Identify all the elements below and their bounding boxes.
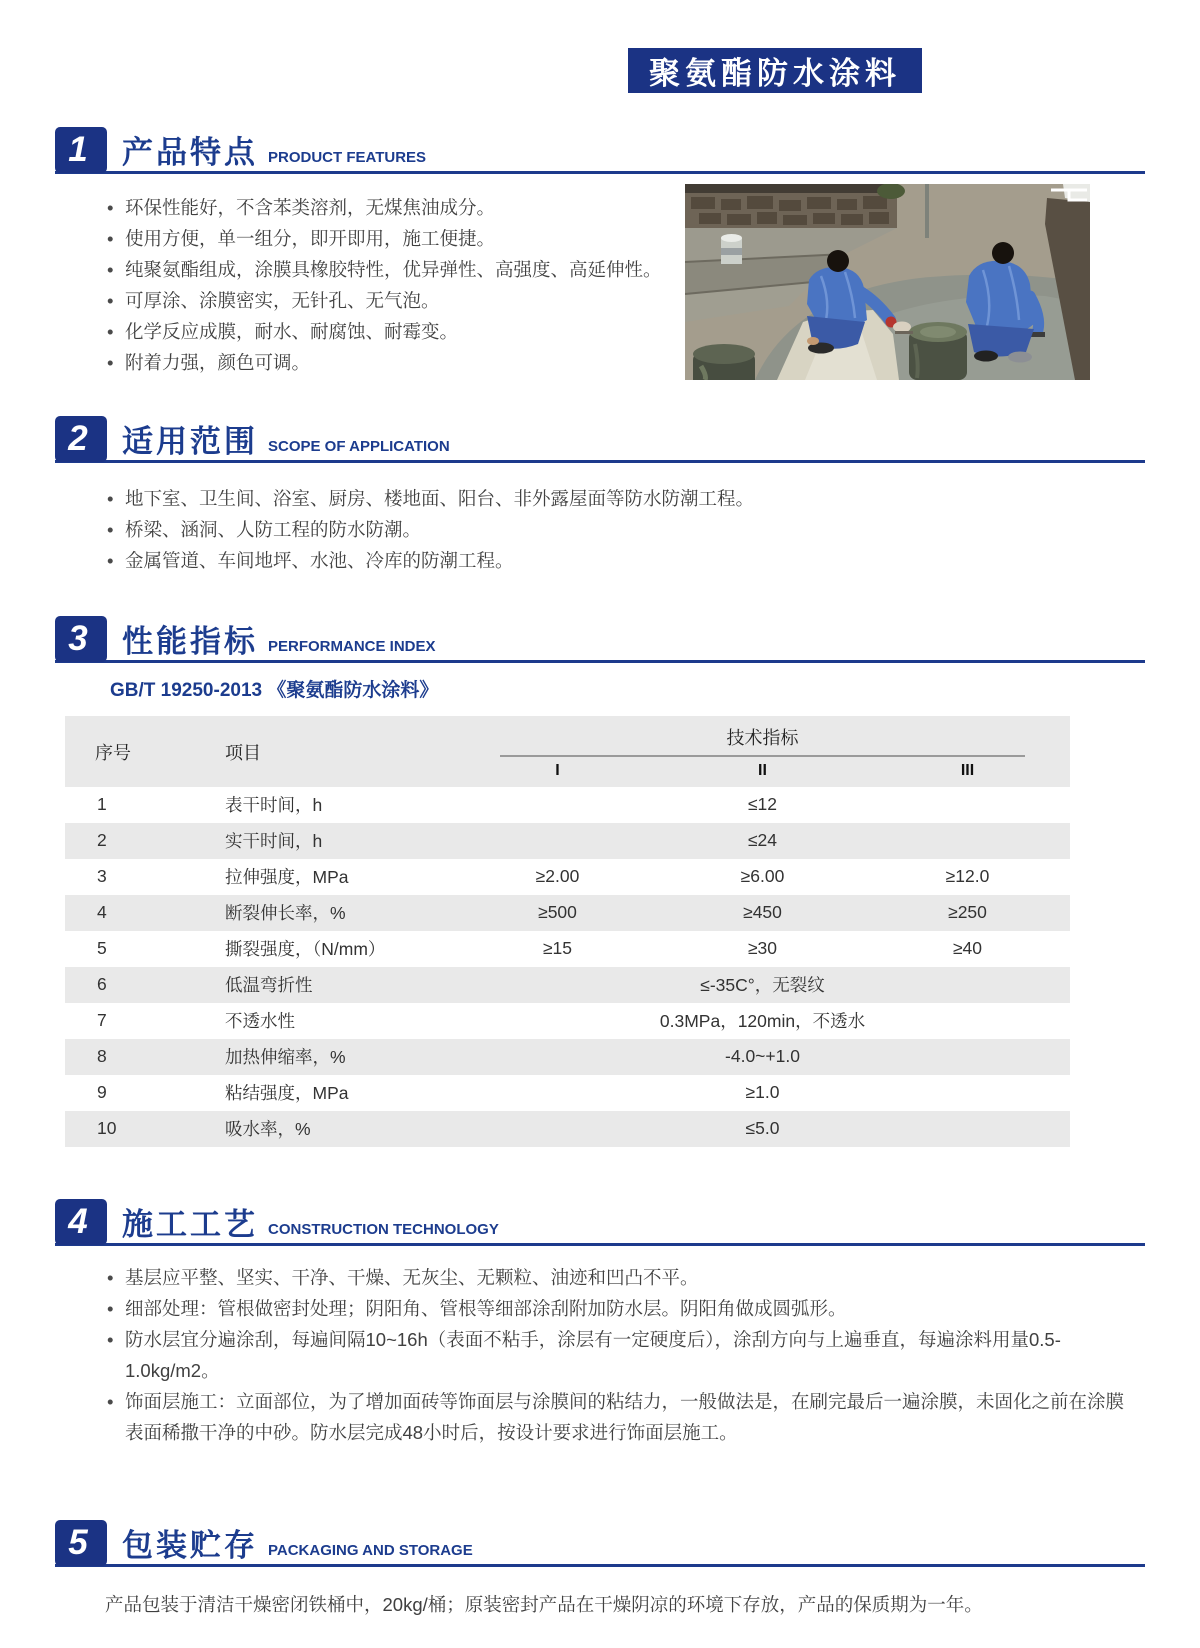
bullet-item: • 环保性能好，不含苯类溶剂，无煤焦油成分。	[105, 192, 685, 223]
table-row	[65, 895, 1070, 931]
table-cell: ≥2.00	[535, 866, 580, 886]
bullet-item: • 细部处理：管根做密封处理；阴阳角、管根等细部涂刮附加防水层。阴阳角做成圆弧形。	[105, 1293, 1130, 1324]
table-cell: 10	[97, 1118, 117, 1138]
coating-barrel-icon	[909, 322, 967, 380]
column-group-header	[455, 716, 1070, 757]
section-product-features	[0, 127, 1200, 380]
section-header	[55, 1199, 1145, 1246]
performance-table-body	[65, 787, 1070, 1147]
section-number-badge: 4	[55, 1199, 107, 1245]
table-cell: ≥12.0	[945, 866, 990, 886]
bullet-item: • 使用方便，单一组分，即开即用，施工便捷。	[105, 223, 685, 254]
table-cell: 8	[97, 1046, 107, 1066]
section-number-badge: 1	[55, 127, 107, 173]
packaging-storage-text: 产品包装于清洁干燥密闭铁桶中，20kg/桶；原装密封产品在干燥阴凉的环境下存放，产品的保质期为一年。	[105, 1594, 983, 1615]
table-cell: ≥500	[538, 902, 577, 922]
section-title: 性能指标	[122, 624, 258, 659]
construction-site-photo	[685, 184, 1090, 380]
table-cell: 撕裂强度，（N/mm）	[225, 939, 386, 959]
table-cell: 1	[97, 794, 107, 814]
table-cell: 3	[97, 866, 107, 886]
table-row	[65, 823, 1070, 859]
table-cell: 实干时间，h	[225, 831, 323, 851]
table-cell: ≥15	[542, 938, 573, 958]
section-number-badge: 3	[55, 616, 107, 662]
bullet-item: • 可厚涂、涂膜密实，无针孔、无气泡。	[105, 285, 685, 316]
section-subtitle-en: PACKAGING AND STORAGE	[268, 1542, 473, 1559]
table-row	[65, 787, 1070, 823]
bullet-item: • 化学反应成膜，耐水、耐腐蚀、耐霉变。	[105, 316, 685, 347]
bullet-item: • 饰面层施工：立面部位，为了增加面砖等饰面层与涂膜间的粘结力，一般做法是，在刷完最后一遍涂膜，未固化之前在涂膜表面稀撒干净的中砂。防水层完成48小时后，按设计要求进行饰面层施工。	[105, 1386, 1130, 1448]
table-row	[65, 1111, 1070, 1147]
table-row	[65, 1003, 1070, 1039]
standard-reference: GB/T 19250-2013 《聚氨酯防水涂料》	[110, 680, 439, 701]
section-performance-index	[0, 616, 1200, 1147]
section-title: 施工工艺	[122, 1207, 258, 1242]
bullet-item: • 金属管道、车间地坪、水池、冷库的防潮工程。	[105, 545, 1090, 576]
bullet-item: • 纯聚氨酯组成，涂膜具橡胶特性，优异弹性、高强度、高延伸性。	[105, 254, 685, 285]
table-cell: 5	[97, 938, 107, 958]
bullet-item: • 防水层宜分遍涂刮，每遍间隔10~16h（表面不粘手，涂层有一定硬度后），涂刮方向与上遍垂直，每遍涂料用量0.5-1.0kg/m2。	[105, 1324, 1130, 1386]
table-cell: 吸水率，%	[225, 1119, 311, 1139]
table-row	[65, 1039, 1070, 1075]
group-header-label: 技术指标	[726, 728, 799, 748]
table-cell: 拉伸强度，MPa	[225, 867, 349, 887]
table-cell: ≤24	[747, 830, 778, 850]
section-number-badge: 5	[55, 1520, 107, 1566]
coating-barrel-icon	[693, 344, 755, 380]
table-cell: 低温弯折性	[225, 975, 313, 995]
bullet-item: • 地下室、卫生间、浴室、厨房、楼地面、阳台、非外露屋面等防水防潮工程。	[105, 483, 1090, 514]
grade-header-1: I	[455, 757, 660, 787]
section-number-badge: 2	[55, 416, 107, 462]
table-cell: ≤12	[747, 794, 778, 814]
table-cell: ≥30	[747, 938, 778, 958]
table-header-row	[65, 716, 1070, 757]
table-row	[65, 1075, 1070, 1111]
table-cell: 断裂伸长率，%	[225, 903, 346, 923]
construction-bullet-list	[105, 1262, 1130, 1448]
table-cell: 表干时间，h	[225, 795, 323, 815]
section-subtitle-en: SCOPE OF APPLICATION	[268, 438, 450, 455]
table-cell: ≥40	[952, 938, 983, 958]
section-subtitle-en: CONSTRUCTION TECHNOLOGY	[268, 1221, 499, 1238]
section-header	[55, 616, 1145, 663]
table-cell: 加热伸缩率，%	[225, 1047, 346, 1067]
table-cell: ≤5.0	[745, 1118, 780, 1138]
table-cell: ≥6.00	[740, 866, 785, 886]
bullet-item: • 附着力强，颜色可调。	[105, 347, 685, 378]
section-title: 包装贮存	[122, 1528, 258, 1563]
performance-table	[65, 716, 1070, 1147]
section-title: 适用范围	[122, 424, 258, 459]
table-cell: ≥250	[948, 902, 987, 922]
section-construction-technology	[0, 1199, 1200, 1448]
table-cell: 6	[97, 974, 107, 994]
table-row	[65, 967, 1070, 1003]
table-cell: ≤-35C°，无裂纹	[700, 975, 825, 995]
bullet-item: • 基层应平整、坚实、干净、干燥、无灰尘、无颗粒、油迹和凹凸不平。	[105, 1262, 1130, 1293]
section-subtitle-en: PERFORMANCE INDEX	[268, 638, 436, 655]
section-subtitle-en: PRODUCT FEATURES	[268, 149, 427, 166]
table-cell: -4.0~+1.0	[725, 1046, 800, 1066]
page-title: 聚氨酯防水涂料	[628, 48, 922, 93]
column-header-no: 序号	[65, 716, 195, 787]
section-title: 产品特点	[122, 135, 258, 170]
column-header-item: 项目	[195, 716, 455, 787]
bullet-item: • 桥梁、涵洞、人防工程的防水防潮。	[105, 514, 1090, 545]
table-cell: ≥1.0	[745, 1082, 780, 1102]
table-cell: 4	[97, 902, 107, 922]
table-row	[65, 859, 1070, 895]
table-cell: ≥450	[743, 902, 782, 922]
table-cell: 不透水性	[225, 1011, 295, 1031]
section-packaging-storage	[0, 1520, 1200, 1620]
table-cell: 2	[97, 830, 107, 850]
section-scope-of-application	[0, 416, 1200, 576]
table-cell: 9	[97, 1082, 107, 1102]
feature-bullet-list	[105, 192, 685, 380]
table-cell: 7	[97, 1010, 107, 1030]
table-cell: 0.3MPa，120min，不透水	[659, 1011, 866, 1031]
section-header	[55, 127, 1145, 174]
grade-header-3: III	[865, 757, 1070, 787]
section-header	[55, 416, 1145, 463]
table-row	[65, 931, 1070, 967]
construction-site-photo-illustration	[685, 184, 1090, 380]
scope-bullet-list	[105, 483, 1090, 576]
grade-header-2: II	[660, 757, 865, 787]
table-cell: 粘结强度，MPa	[225, 1083, 349, 1103]
section-header	[55, 1520, 1145, 1567]
